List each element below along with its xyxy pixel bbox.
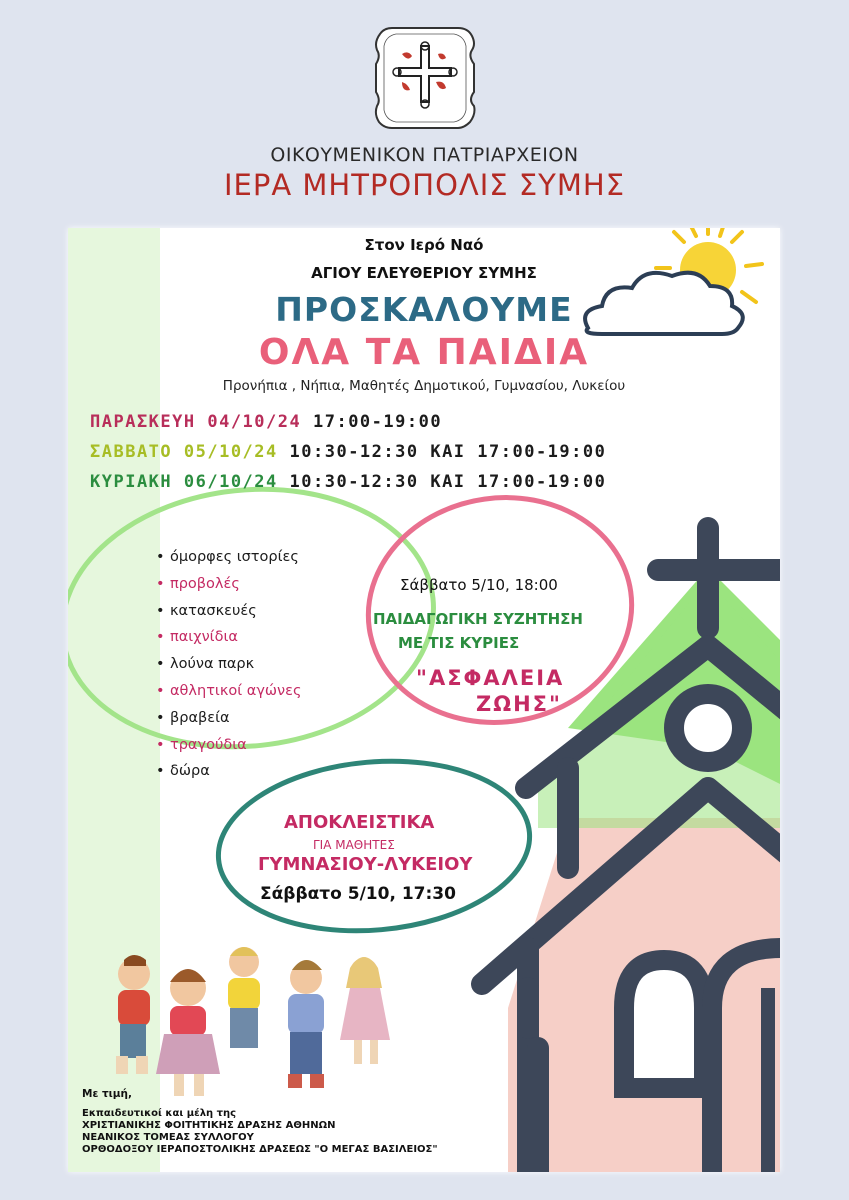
invitation-poster bbox=[68, 228, 780, 1172]
activities-list bbox=[156, 544, 302, 785]
children-heading: ΟΛΑ ΤΑ ΠΑΙΔΙΑ bbox=[258, 332, 590, 373]
intro-line-1: Στον Ιερό Ναό bbox=[364, 236, 484, 254]
invite-heading: ΠΡΟΣΚΑΛΟΥΜΕ bbox=[275, 290, 573, 329]
metropolis-seal-icon bbox=[372, 24, 478, 132]
signature-line-4: ΟΡΘΟΔΟΞΟΥ ΙΕΡΑΠΟΣΤΟΛΙΚΗΣ ΔΡΑΣΕΩΣ "Ο ΜΕΓΑΣ ΒΑΣΙΛΕΙΟΣ" bbox=[82, 1144, 438, 1155]
talk-date: Σάββατο 5/10, 18:00 bbox=[400, 576, 558, 594]
exclusive-for: ΓΙΑ ΜΑΘΗΤΕΣ bbox=[313, 838, 395, 852]
list-item: • όμορφες ιστορίες bbox=[156, 549, 299, 565]
schedule-time: 10:30-12:30 ΚΑΙ 17:00-19:00 bbox=[289, 442, 607, 462]
signature-line-1: Εκπαιδευτικοί και μέλη της bbox=[82, 1108, 237, 1119]
list-item: • παιχνίδια bbox=[156, 629, 238, 646]
exclusive-label: ΑΠΟΚΛΕΙΣΤΙΚΑ bbox=[284, 812, 435, 833]
schedule-sunday bbox=[90, 472, 606, 492]
signature-line-3: ΝΕΑΝΙΚΟΣ ΤΟΜΕΑΣ ΣΥΛΛΟΓΟΥ bbox=[82, 1132, 254, 1143]
talk-name-2: ΖΩΗΣ" bbox=[476, 692, 562, 716]
list-item: • δώρα bbox=[156, 763, 210, 780]
schedule-saturday bbox=[90, 442, 606, 462]
talk-title-1: ΠΑΙΔΑΓΩΓΙΚΗ ΣΥΖΗΤΗΣΗ bbox=[373, 610, 583, 628]
list-item: • αθλητικοί αγώνες bbox=[156, 682, 302, 699]
schedule-day: ΣΑΒΒΑΤΟ 05/10/24 bbox=[90, 442, 278, 462]
talk-title-2: ΜΕ ΤΙΣ ΚΥΡΙΕΣ bbox=[398, 634, 520, 652]
audience-line: Προνήπια , Νήπια, Μαθητές Δημοτικού, Γυμνασίου, Λυκείου bbox=[222, 378, 626, 394]
children-dancing-illustration bbox=[116, 947, 390, 1096]
list-item: • τραγούδια bbox=[156, 736, 247, 753]
list-item: • κατασκευές bbox=[156, 602, 257, 619]
metropolis-heading: ΙΕΡΑ ΜΗΤΡΟΠΟΛΙΣ ΣΥΜΗΣ bbox=[223, 168, 626, 202]
schedule-friday bbox=[90, 412, 442, 432]
patriarchate-heading: ΟΙΚΟΥΜΕΝΙΚΟΝ ΠΑΤΡΙΑΡΧΕΙΟΝ bbox=[270, 144, 579, 166]
signature-greeting: Με τιμή, bbox=[82, 1088, 132, 1100]
schedule-day: ΠΑΡΑΣΚΕΥΗ 04/10/24 bbox=[90, 412, 302, 432]
talk-name-1: "ΑΣΦΑΛΕΙΑ bbox=[416, 666, 565, 690]
list-item: • λούνα παρκ bbox=[156, 656, 255, 673]
schedule-time: 10:30-12:30 ΚΑΙ 17:00-19:00 bbox=[289, 472, 607, 492]
schedule-day: ΚΥΡΙΑΚΗ 06/10/24 bbox=[90, 472, 278, 492]
exclusive-date: Σάββατο 5/10, 17:30 bbox=[260, 884, 456, 904]
signature-line-2: ΧΡΙΣΤΙΑΝΙΚΗΣ ΦΟΙΤΗΤΙΚΗΣ ΔΡΑΣΗΣ ΑΘΗΝΩΝ bbox=[82, 1120, 336, 1131]
list-item: • βραβεία bbox=[156, 709, 230, 726]
schedule-time: 17:00-19:00 bbox=[312, 412, 443, 432]
list-item: • προβολές bbox=[156, 575, 240, 592]
church-name: ΑΓΙΟΥ ΕΛΕΥΘΕΡΙΟΥ ΣΥΜΗΣ bbox=[311, 264, 537, 282]
exclusive-grades: ΓΥΜΝΑΣΙΟΥ-ΛΥΚΕΙΟΥ bbox=[258, 854, 473, 875]
